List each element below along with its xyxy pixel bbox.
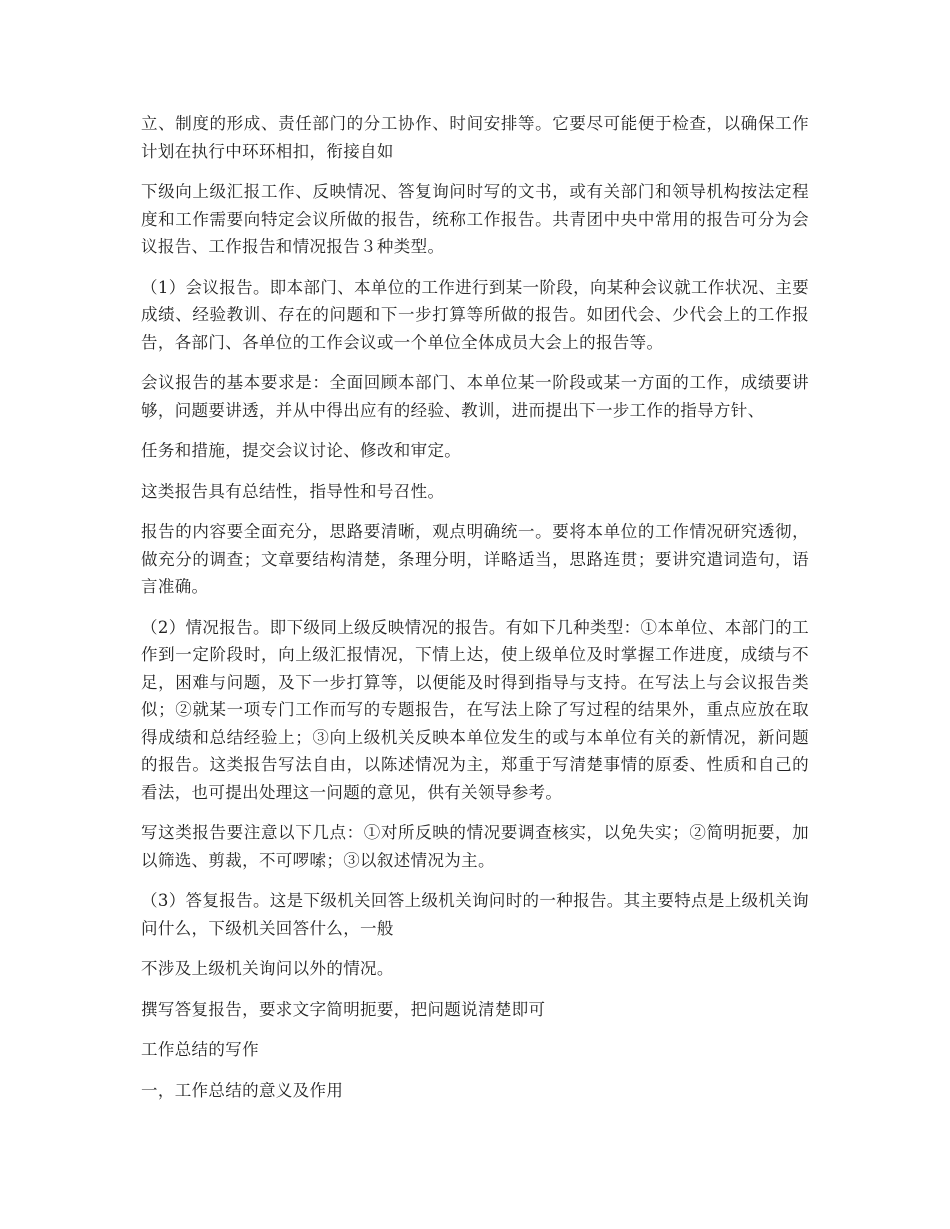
paragraph-plan-continuation: 立、制度的形成、责任部门的分工协作、时间安排等。它要尽可能便于检查，以确保工作计划在执行中环环相扣，衔接自如 bbox=[141, 114, 809, 161]
paragraph-reply-report-writing: 撰写答复报告，要求文字简明扼要，把问题说清楚即可 bbox=[141, 999, 546, 1019]
paragraph-reply-report-scope: 不涉及上级机关询问以外的情况。 bbox=[141, 959, 394, 978]
document-body bbox=[141, 110, 809, 1117]
paragraph-situation-report-notes: 写这类报告要注意以下几点：①对所反映的情况要调查核实，以免失实；②简明扼要，加以筛选、剪裁，不可啰嗦；③以叙述情况为主。 bbox=[141, 823, 809, 870]
paragraph-meeting-report-tasks: 任务和措施，提交会议讨论、修改和审定。 bbox=[141, 441, 462, 460]
paragraph-reply-report: （3）答复报告。这是下级机关回答上级机关询问时的一种报告。其主要特点是上级机关询问什么，下级机关回答什么，一般 bbox=[141, 891, 809, 938]
subsection-heading-summary-purpose: 一，工作总结的意义及作用 bbox=[141, 1080, 344, 1100]
section-heading-work-summary: 工作总结的写作 bbox=[141, 1040, 259, 1059]
paragraph-report-characteristics: 这类报告具有总结性，指导性和号召性。 bbox=[141, 481, 445, 501]
paragraph-situation-report: （2）情况报告。即下级同上级反映情况的报告。有如下几种类型：①本单位、本部门的工作到一定阶段时，向上级汇报情况，下情上达，使上级单位及时掌握工作进度，成绩与不足，困难与问题，及下一步打算等，以便能及时得到指导与支持。在写法上与会议报告类似；②就某一项专门工作而写的专题报告，在写法上除了写过程的结果外，重点应放在取得成绩和总结经验上；③向上级机关反映本单位发生的或与本单位有关的新情况，新问题的报告。这类报告写法自由，以陈述情况为主，郑重于写清楚事情的原委、性质和自己的看法，也可提出处理这一问题的意见，供有关领导参考。 bbox=[141, 617, 809, 802]
paragraph-meeting-report: （1）会议报告。即本部门、本单位的工作进行到某一阶段，向某种会议就工作状况、主要成绩、经验教训、存在的问题和下一步打算等所做的报告。如团代会、少代会上的工作报告，各部门、各单位的工作会议或一个单位全体成员大会上的报告等。 bbox=[141, 277, 809, 352]
paragraph-meeting-report-requirements: 会议报告的基本要求是：全面回顾本部门、本单位某一阶段或某一方面的工作，成绩要讲够，问题要讲透，并从中得出应有的经验、教训，进而提出下一步工作的指导方针、 bbox=[141, 373, 809, 420]
paragraph-report-content: 报告的内容要全面充分，思路要清晰，观点明确统一。要将本单位的工作情况研究透彻，做充分的调查；文章要结构清楚，条理分明，详略适当，思路连贯；要讲究遣词造句，语言准确。 bbox=[141, 522, 809, 596]
paragraph-work-report-definition: 下级向上级汇报工作、反映情况、答复询问时写的文书，或有关部门和领导机构按法定程度和工作需要向特定会议所做的报告，统称工作报告。共青团中央中常用的报告可分为会议报告、工作报告和情况报告３种类型。 bbox=[141, 182, 809, 256]
